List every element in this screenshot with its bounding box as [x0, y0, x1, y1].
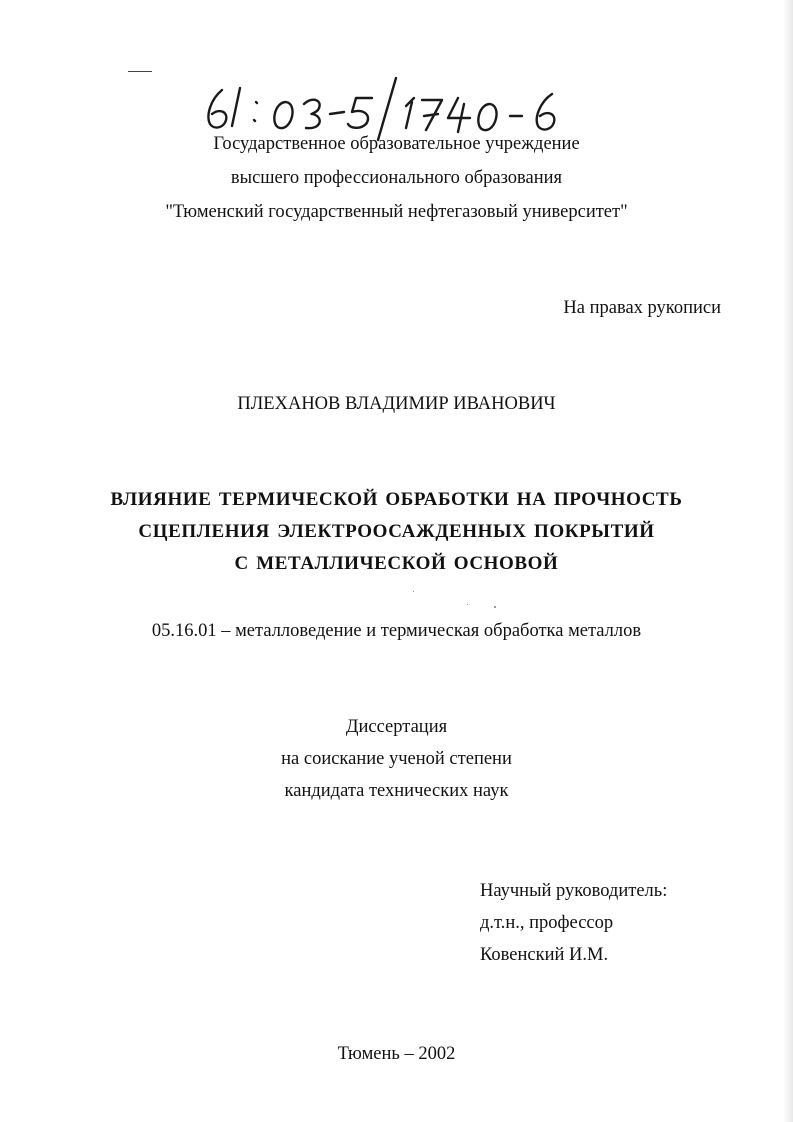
degree-purpose: на соискание ученой степени: [281, 749, 512, 769]
scan-speck: [467, 604, 468, 605]
thesis-title-line-2: СЦЕПЛЕНИЯ ЭЛЕКТРООСАЖДЕННЫХ ПОКРЫТИЙ: [138, 521, 655, 542]
scan-mark: [128, 71, 152, 72]
thesis-title-line-3: С МЕТАЛЛИЧЕСКОЙ ОСНОВОЙ: [234, 553, 559, 574]
supervisor-label: Научный руководитель:: [480, 881, 668, 901]
place-year: Тюмень – 2002: [337, 1044, 456, 1064]
institution-line-2: высшего профессионального образования: [230, 168, 563, 188]
institution-line-1: Государственное образовательное учреждение: [213, 134, 580, 154]
institution-line-3: "Тюменский государственный нефтегазовый университет": [165, 202, 628, 222]
scan-speck: [413, 591, 414, 592]
author-name: ПЛЕХАНОВ ВЛАДИМИР ИВАНОВИЧ: [237, 394, 556, 414]
scan-speck: [494, 606, 496, 608]
thesis-title-line-1: ВЛИЯНИЕ ТЕРМИЧЕСКОЙ ОБРАБОТКИ НА ПРОЧНОСТЬ: [110, 489, 683, 510]
rights-note: На правах рукописи: [563, 298, 721, 318]
degree-name: кандидата технических наук: [284, 781, 509, 801]
supervisor-degree: д.т.н., профессор: [480, 913, 614, 933]
dissertation-label: Диссертация: [345, 717, 448, 737]
specialty-code: 05.16.01 – металловедение и термическая обработка металлов: [151, 621, 642, 641]
supervisor-name: Ковенский И.М.: [480, 945, 609, 965]
